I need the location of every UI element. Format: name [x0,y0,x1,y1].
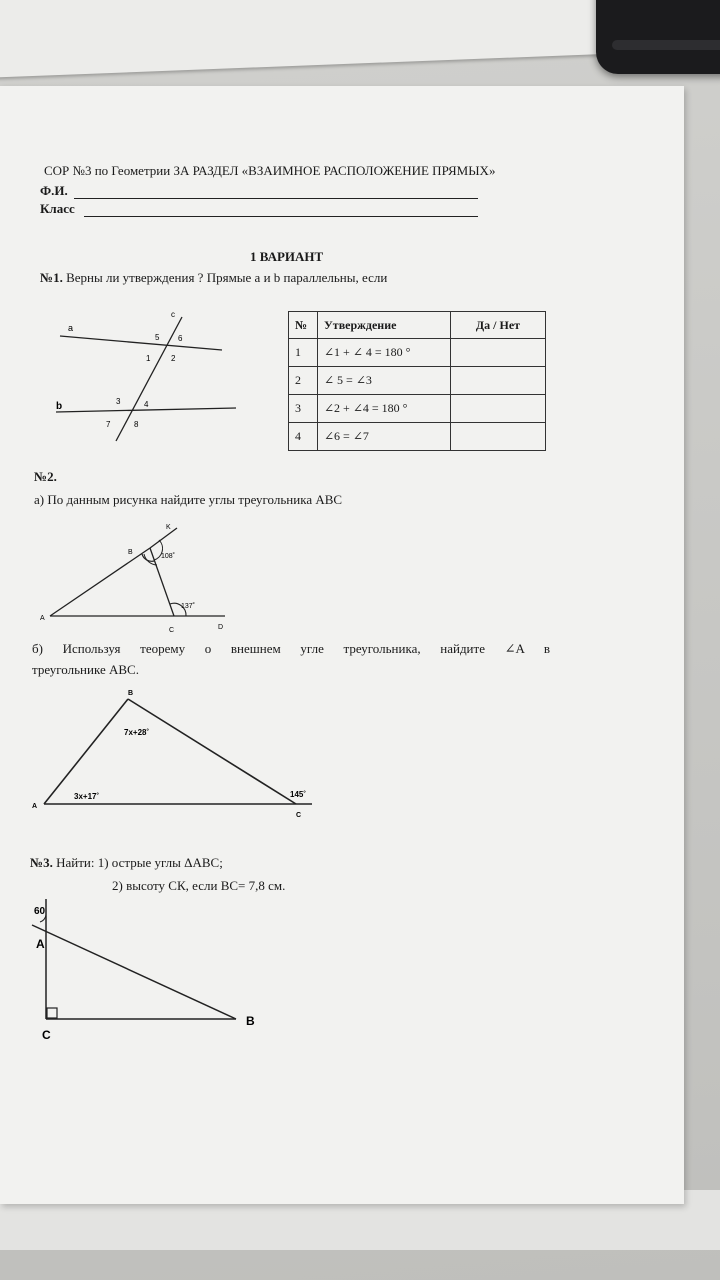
fio-line[interactable] [74,198,478,199]
label-60: 60 [34,906,46,917]
label-angle-c: 145˚ [290,790,307,799]
label-137: 137˚ [181,603,196,610]
answer-cell[interactable] [451,423,546,451]
table-row [289,423,546,451]
row-statement: ∠1 + ∠ 4 = 180 ° [318,339,451,367]
label-angle-a: 3x+17˚ [74,792,100,801]
row-number: 4 [289,423,318,451]
label-angle-b: 7x+28˚ [124,728,150,737]
side-ab [50,548,150,616]
fio-label: Ф.И. [40,183,68,198]
class-line[interactable] [84,216,478,217]
label-b: B [128,690,134,697]
label-b: b [56,401,63,412]
table-row [289,395,546,423]
label-b: B [246,1014,255,1028]
task1-text: Верны ли утверждения ? Прямые а и b параллельны, если [66,270,388,285]
task2-part-b-line1: б) Используя теорему о внешнем угле треугольника, найдите ∠A в [32,641,550,656]
class-label: Класс [40,201,75,216]
label-c: C [296,812,302,819]
header-number: № [289,312,318,339]
statements-table [288,311,546,451]
right-angle-mark [47,1008,57,1018]
label-a: a [68,323,74,333]
answer-cell[interactable] [451,395,546,423]
task3-number: №3. [30,855,53,870]
parallel-lines-figure [40,305,250,445]
hypotenuse-ab [32,925,236,1019]
background-sheet [0,0,620,78]
worksheet-title: СОР №3 по Геометрии ЗА РАЗДЕЛ «ВЗАИМНОЕ РАСПОЛОЖЕНИЕ ПРЯМЫХ» [44,163,496,178]
label-3: 3 [116,397,121,406]
answer-cell[interactable] [451,367,546,395]
row-number: 1 [289,339,318,367]
row-number: 3 [289,395,318,423]
ray-bk [150,528,177,548]
label-k: K [166,524,171,531]
task1-number: №1. [40,270,63,285]
task3-line2: 2) высоту СК, если ВС= 7,8 см. [112,878,286,893]
label-7: 7 [106,420,111,429]
label-c: c [171,310,175,319]
label-6: 6 [178,334,183,343]
side-bc [128,699,296,804]
label-2: 2 [171,354,176,363]
table-row [289,367,546,395]
task2-number: №2. [34,469,57,484]
row-statement: ∠ 5 = ∠3 [318,367,451,395]
label-108: 108˚ [161,553,176,560]
transversal-c [116,317,182,441]
header-statement: Утверждение [318,312,451,339]
table-row [289,339,546,367]
label-a: A [36,937,45,951]
label-a: A [40,615,45,622]
row-statement: ∠6 = ∠7 [318,423,451,451]
label-b: B [128,549,133,556]
row-number: 2 [289,367,318,395]
label-c: C [169,627,175,634]
variant-heading: 1 ВАРИАНТ [250,249,324,264]
phone-edge [612,40,720,50]
table-header-row [289,312,546,339]
task3-text: Найти: 1) острые углы ΔАВС; [56,855,223,870]
label-1: 1 [146,354,151,363]
task2-part-a: а) По данным рисунка найдите углы треугольника АВС [34,492,343,507]
task3-line1 [30,855,223,871]
label-c: C [42,1028,51,1042]
side-ab [44,699,128,804]
phone-corner [596,0,720,74]
line-a [60,336,222,350]
answer-cell[interactable] [451,339,546,367]
label-8: 8 [134,420,139,429]
task1-question [40,270,387,286]
label-a: A [32,803,38,810]
header-answer: Да / Нет [451,312,546,339]
row-statement: ∠2 + ∠4 = 180 ° [318,395,451,423]
triangle-figure-a [30,518,250,636]
right-triangle-figure [28,895,268,1045]
triangle-figure-b [28,684,328,824]
task2-part-b-line2: треугольнике ABC. [32,662,139,677]
label-5: 5 [155,333,160,342]
label-d: D [218,624,224,631]
label-4: 4 [144,400,149,409]
